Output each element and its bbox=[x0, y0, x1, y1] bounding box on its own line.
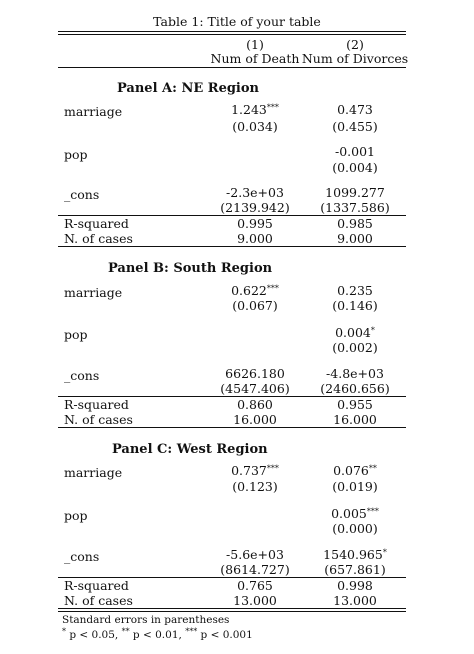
sig-stars: *** bbox=[266, 103, 279, 112]
se-cell: (4547.406) bbox=[220, 381, 290, 396]
sig-stars: *** bbox=[266, 464, 279, 473]
sig-stars: *** bbox=[266, 284, 279, 293]
se-cell: (657.861) bbox=[324, 562, 386, 577]
coef-cell: 0.235 bbox=[337, 283, 373, 298]
row-label: pop bbox=[64, 508, 88, 523]
se-cell: (0.000) bbox=[332, 521, 378, 536]
n-cell: 16.000 bbox=[333, 412, 377, 427]
col2-label: Num of Divorces bbox=[301, 51, 409, 66]
sig-stars: * bbox=[62, 627, 66, 636]
rsq-cell: 0.860 bbox=[237, 397, 273, 412]
sig-stars: ** bbox=[121, 627, 130, 636]
row-label: _cons bbox=[64, 368, 100, 383]
coef-cell: -5.6e+03 bbox=[226, 547, 284, 562]
coef-cell: 1.243*** bbox=[231, 102, 279, 117]
coef-cell: 0.622*** bbox=[231, 283, 279, 298]
row-label: marriage bbox=[64, 465, 123, 480]
rsq-label: R-squared bbox=[64, 578, 129, 593]
top-rule-2 bbox=[58, 34, 406, 35]
coef-cell: 6626.180 bbox=[225, 366, 285, 381]
coef-cell: 0.005*** bbox=[331, 506, 379, 521]
coef-cell: -4.8e+03 bbox=[326, 366, 384, 381]
se-cell: (0.067) bbox=[232, 298, 278, 313]
sig-stars: *** bbox=[366, 507, 379, 516]
coef-cell: 1099.277 bbox=[325, 185, 385, 200]
bottom-rule-2 bbox=[58, 611, 406, 612]
n-cell: 13.000 bbox=[333, 593, 377, 608]
row-label: _cons bbox=[64, 187, 100, 202]
coef-cell: -0.001 bbox=[334, 144, 375, 159]
coef-cell: 1540.965* bbox=[323, 547, 387, 562]
sig-stars: * bbox=[382, 548, 387, 557]
rsq-cell: 0.998 bbox=[337, 578, 373, 593]
coef-cell: 0.004* bbox=[335, 325, 375, 340]
col1-label: Num of Death bbox=[210, 51, 300, 66]
row-label: marriage bbox=[64, 104, 123, 119]
panel-title: Panel B: South Region bbox=[108, 261, 273, 276]
col2-number: (2) bbox=[346, 37, 364, 52]
header-rule bbox=[58, 67, 406, 68]
n-cell: 9.000 bbox=[237, 231, 273, 246]
se-note: Standard errors in parentheses bbox=[62, 614, 230, 626]
rsq-cell: 0.955 bbox=[337, 397, 373, 412]
row-label: marriage bbox=[64, 285, 123, 300]
n-cell: 13.000 bbox=[233, 593, 277, 608]
coef-cell: 0.076** bbox=[333, 463, 377, 478]
se-cell: (0.146) bbox=[332, 298, 378, 313]
sig-stars: *** bbox=[185, 627, 198, 636]
n-label: N. of cases bbox=[64, 231, 133, 246]
coef-cell: 0.473 bbox=[337, 102, 373, 117]
coef-cell: 0.737*** bbox=[231, 463, 279, 478]
rsq-label: R-squared bbox=[64, 216, 129, 231]
rsq-cell: 0.765 bbox=[237, 578, 273, 593]
n-cell: 16.000 bbox=[233, 412, 277, 427]
se-cell: (1337.586) bbox=[320, 200, 390, 215]
n-cell: 9.000 bbox=[337, 231, 373, 246]
se-cell: (0.034) bbox=[232, 119, 278, 134]
se-cell: (0.019) bbox=[332, 479, 378, 494]
col1-number: (1) bbox=[246, 37, 264, 52]
table-caption: Table 1: Title of your table bbox=[153, 14, 321, 29]
panel-title: Panel A: NE Region bbox=[117, 81, 259, 96]
se-cell: (0.002) bbox=[332, 340, 378, 355]
row-label: pop bbox=[64, 327, 88, 342]
se-cell: (0.455) bbox=[332, 119, 378, 134]
panel-end-rule bbox=[58, 246, 406, 247]
rsq-label: R-squared bbox=[64, 397, 129, 412]
n-label: N. of cases bbox=[64, 593, 133, 608]
significance-note: * p < 0.05, ** p < 0.01, *** p < 0.001 bbox=[62, 627, 253, 641]
panel-end-rule bbox=[58, 427, 406, 428]
rsq-cell: 0.995 bbox=[237, 216, 273, 231]
n-label: N. of cases bbox=[64, 412, 133, 427]
se-cell: (2460.656) bbox=[320, 381, 390, 396]
sig-stars: ** bbox=[368, 464, 377, 473]
row-label: pop bbox=[64, 147, 88, 162]
se-cell: (2139.942) bbox=[220, 200, 290, 215]
se-cell: (8614.727) bbox=[220, 562, 290, 577]
se-cell: (0.123) bbox=[232, 479, 278, 494]
coef-cell: -2.3e+03 bbox=[226, 185, 284, 200]
se-cell: (0.004) bbox=[332, 160, 378, 175]
rsq-cell: 0.985 bbox=[337, 216, 373, 231]
sig-stars: * bbox=[370, 326, 375, 335]
bottom-rule-1 bbox=[58, 608, 406, 609]
row-label: _cons bbox=[64, 549, 100, 564]
top-rule-1 bbox=[58, 31, 406, 32]
panel-title: Panel C: West Region bbox=[112, 442, 268, 457]
